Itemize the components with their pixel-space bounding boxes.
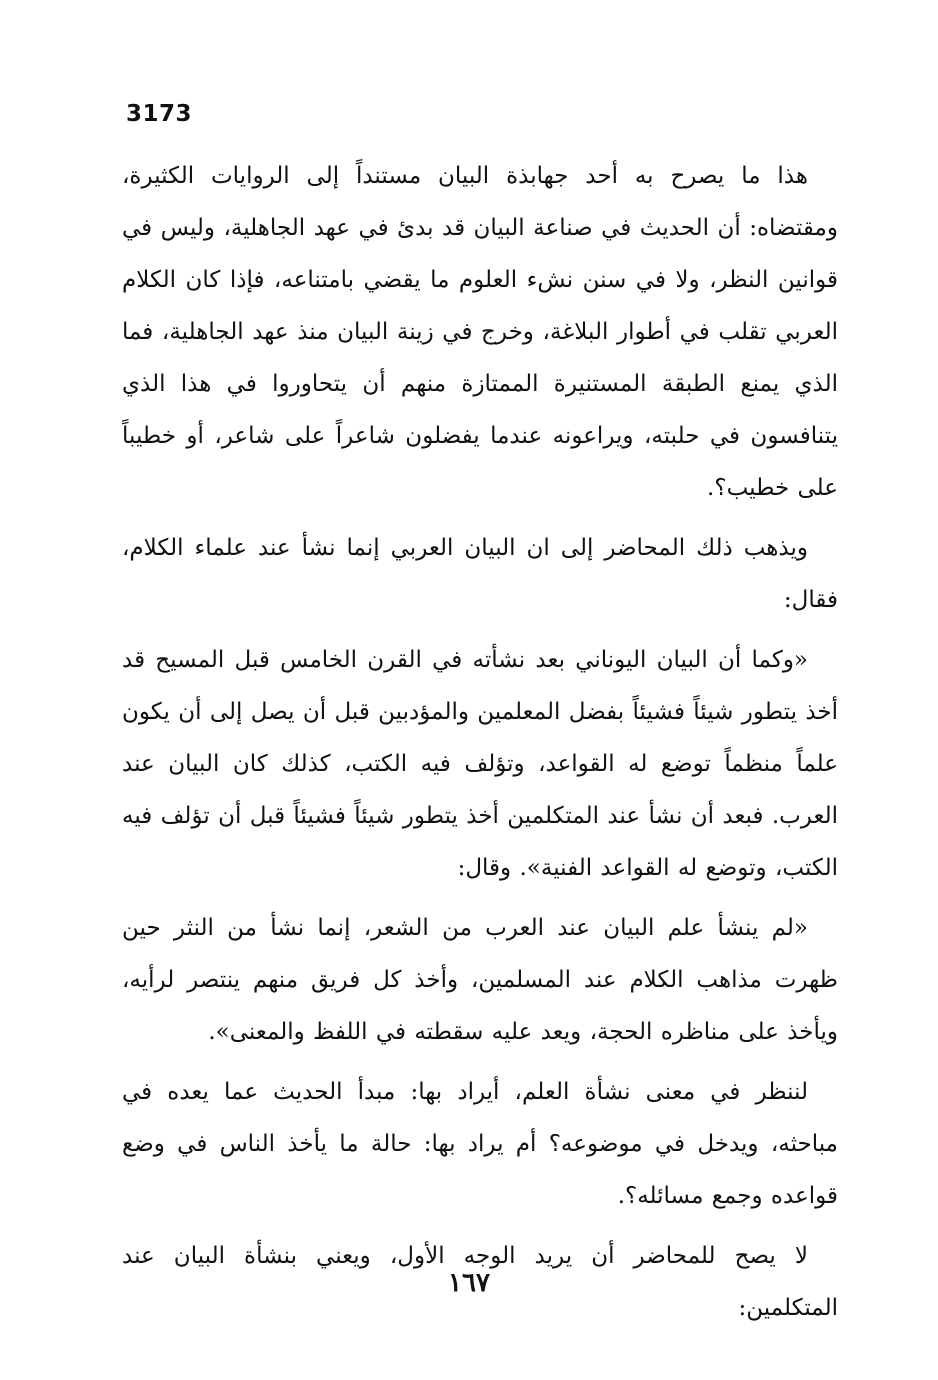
page-number: ١٦٧ xyxy=(448,1268,490,1298)
paragraph: لا يصح للمحاضر أن يريد الوجه الأول، ويعني بنشأة البيان عند المتكلمين: xyxy=(122,1243,838,1321)
page-id-number: 3173 xyxy=(126,101,193,127)
paragraph: ويذهب ذلك المحاضر إلى ان البيان العربي إنما نشأ عند علماء الكلام، فقال: xyxy=(122,535,838,613)
quote-paragraph: «وكما أن البيان اليوناني بعد نشأته في القرن الخامس قبل المسيح قد أخذ يتطور شيئاً فشيئاً بفضل المعلمين والمؤدبين قبل أن يصل إلى أن يكون علماً منظماً توضع له القواعد، وتؤلف فيه الكتب، كذلك كان البيان عند العرب. فبعد أن نشأ عند المتكلمين أخذ يتطور شيئاً فشيئاً قبل أن تؤلف فيه الكتب، وتوضع له القواعد الفنية». وقال: xyxy=(122,647,838,881)
paragraph: لننظر في معنى نشأة العلم، أيراد بها: مبدأ الحديث عما يعده في مباحثه، ويدخل في موضوعه؟ أم يراد بها: حالة ما يأخذ الناس في وضع قواعده وجمع مسائله؟. xyxy=(122,1079,838,1209)
quote-paragraph: «لم ينشأ علم البيان عند العرب من الشعر، إنما نشأ من النثر حين ظهرت مذاهب الكلام عند المسلمين، وأخذ كل فريق منهم ينتصر لرأيه، ويأخذ على مناظره الحجة، ويعد عليه سقطته في اللفظ والمعنى». xyxy=(122,915,838,1045)
paragraph: هذا ما يصرح به أحد جهابذة البيان مستنداً إلى الروايات الكثيرة، ومقتضاه: أن الحديث في صناعة البيان قد بدئ في عهد الجاهلية، وليس في قوانين النظر، ولا في سنن نشء العلوم ما يقضي بامتناعه، فإذا كان الكلام العربي تقلب في أطوار البلاغة، وخرج في زينة البيان منذ عهد الجاهلية، فما الذي يمنع الطبقة المستنيرة الممتازة منهم أن يتحاوروا في هذا الذي يتنافسون في حلبته، ويراعونه عندما يفضلون شاعراً على شاعر، أو خطيباً على خطيب؟. xyxy=(122,163,838,501)
body-text xyxy=(122,150,838,1334)
